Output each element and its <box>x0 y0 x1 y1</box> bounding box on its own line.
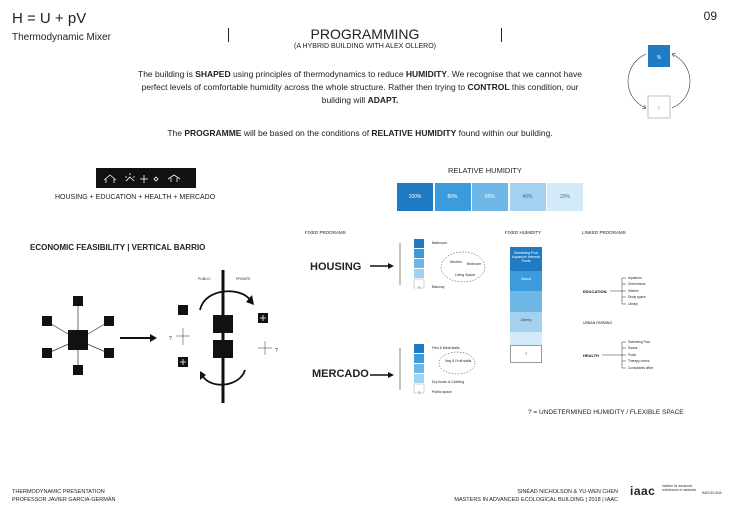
health-item-pools: Pools <box>628 353 636 357</box>
education-item-aquarium: Aquarium <box>628 276 642 280</box>
fixed-humidity-cell-pool: Swimming Pool Aquarium Internal Pools <box>510 247 542 271</box>
housing-item-bedroom: Bedroom <box>467 262 482 266</box>
footer-presentation: THERMODYNAMIC PRESENTATION <box>12 489 105 495</box>
footer-masters: MASTERS IN ADVANCED ECOLOGICAL BUILDING | 2018 | IAAC <box>454 497 618 503</box>
fixed-programs-diagram <box>360 235 500 405</box>
fixed-humidity-cell-question: ? <box>510 345 542 363</box>
cycle-bottom-label: ! <box>658 106 660 112</box>
mercado-item-dry: Dry foods & Clothing <box>432 380 465 384</box>
humidity-swatch: 80% <box>435 183 471 211</box>
star-icon <box>154 177 158 181</box>
feasibility-question-1: ? <box>169 336 172 342</box>
health-plus-icon <box>140 175 148 183</box>
feasibility-question-2: ? <box>275 348 278 354</box>
education-icon <box>125 173 135 181</box>
housing-item-balcony: Balcony <box>432 285 445 289</box>
cycle-arrow-left <box>628 54 646 108</box>
fixed-humidity-cell-library: Library <box>510 312 542 332</box>
mercado-item-public: Public space <box>432 390 452 394</box>
mercado-label: MERCADO <box>312 368 369 380</box>
urban-farming-label: URBAN FARMING <box>583 321 613 325</box>
fixed-humidity-cell-low <box>510 332 542 345</box>
mercado-item-fish: Fish & Meat stalls <box>432 346 460 350</box>
education-item-kitchen: Kitchen <box>628 289 639 293</box>
housing-item-living: Living Space <box>455 273 476 277</box>
linked-programs-diagram <box>580 270 680 375</box>
fixed-humidity-column <box>510 247 542 363</box>
humidity-swatch: 100% <box>397 183 433 211</box>
page-title: PROGRAMMING <box>310 26 420 42</box>
intro-paragraph: The building is SHAPED using principles of thermodynamics to reduce HUMIDITY. We recognise that we cannot have perfect levels of comfortable humidity across the whole structure. Rather then trying to CONTROL this condition, our building will ADAPT. <box>138 69 582 105</box>
housing-label: HOUSING <box>310 261 362 273</box>
market-icon <box>168 175 180 182</box>
radial-cluster <box>42 296 114 375</box>
subtitle: Thermodynamic Mixer <box>12 32 111 43</box>
housing-swatch-stack <box>414 239 424 288</box>
page-subtitle: (A HYBRID BUILDING WITH ALEX OLLERO) <box>294 43 436 50</box>
footer-authors: SINÉAD NICHOLSON & YU-WEN CHEN <box>517 489 618 495</box>
mercado-item-veg: Veg & Fruit stalls <box>445 359 472 363</box>
title-divider-right <box>501 28 502 42</box>
cycle-arrow-right <box>672 54 690 108</box>
iaac-logo: iaac <box>630 484 656 498</box>
fixed-programs-title: FIXED PROGRAMS <box>305 230 346 235</box>
education-item-study: Study space <box>628 295 646 299</box>
footer-professor: PROFESSOR JAVIER GARCIA-GERMÁN <box>12 497 116 503</box>
private-label: PRIVATE <box>236 277 251 281</box>
housing-item-bathroom: Bathroom <box>432 241 448 245</box>
fixed-humidity-cell-sauna: Sauna <box>510 271 542 291</box>
public-label: PUBLIC <box>198 277 211 281</box>
humidity-cycle-diagram <box>620 40 700 125</box>
iaac-logo-text: institute for advanced architecture of catalonia <box>662 484 696 492</box>
housing-item-kitchen: Kitchen <box>450 260 462 264</box>
linked-programs-title: LINKED PROGRAMS <box>582 230 626 235</box>
house-icon <box>104 175 116 183</box>
formula: H = U + pV <box>12 10 87 27</box>
feasibility-diagram <box>30 265 290 405</box>
center-node <box>68 330 88 350</box>
mercado-swatch-stack <box>414 344 424 393</box>
vertical-barrio <box>169 270 278 403</box>
education-item-library: Library <box>628 302 638 306</box>
program-icons-strip <box>96 168 196 188</box>
housing-question: ? <box>418 285 421 290</box>
undetermined-legend: ? = UNDETERMINED HUMIDITY / FLEXIBLE SPACE <box>528 409 684 416</box>
fixed-humidity-title: FIXED HUMIDITY <box>505 230 542 235</box>
health-item-therapy: Therapy rooms <box>628 359 650 363</box>
humidity-swatch: 60% <box>472 183 508 211</box>
health-label: HEALTH <box>583 353 599 358</box>
title-divider-left <box>228 28 229 42</box>
humidity-swatch: 40% <box>510 183 546 211</box>
health-item-consultants: Consultants office <box>628 366 654 370</box>
education-item-greenhouse: Greenhouse <box>628 282 646 286</box>
relative-humidity-title: RELATIVE HUMIDITY <box>447 166 523 175</box>
fixed-humidity-cell-mid <box>510 291 542 312</box>
page-number: 09 <box>703 9 717 23</box>
programme-statement: The PROGRAMME will be based on the conditions of RELATIVE HUMIDITY found within our building. <box>167 128 553 138</box>
cycle-top-label: % <box>656 55 662 61</box>
education-label: EDUCATION <box>583 289 607 294</box>
icons-caption: HOUSING + EDUCATION + HEALTH + MERCADO <box>55 194 216 201</box>
health-item-pool: Swimming Pool <box>628 340 650 344</box>
iaac-logo-city: BARCELONA <box>702 491 722 495</box>
humidity-swatch: 20% <box>547 183 583 211</box>
feasibility-title: ECONOMIC FEASIBILITY | VERTICAL BARRIO <box>30 243 206 252</box>
mercado-question: ? <box>418 390 421 395</box>
health-item-sauna: Sauna <box>628 346 638 350</box>
